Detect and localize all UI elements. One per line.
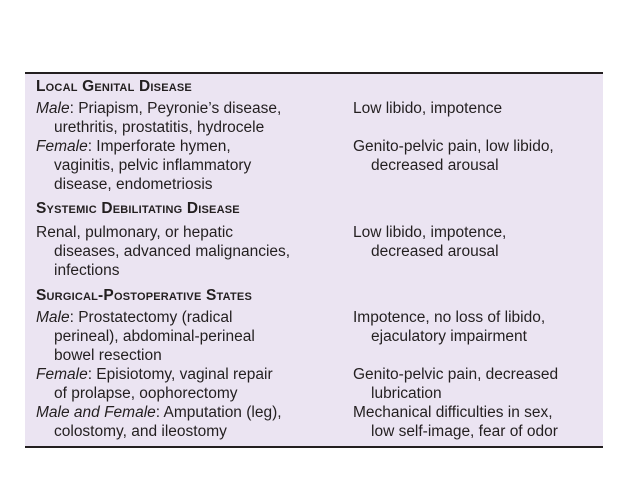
effect-line: lubrication bbox=[371, 385, 442, 402]
row-surgical-female-cause bbox=[36, 365, 273, 403]
cause-line: : Amputation (leg), bbox=[155, 404, 282, 421]
row-label: Male bbox=[36, 100, 70, 117]
cause-line: : Episiotomy, vaginal repair bbox=[87, 366, 273, 383]
cause-line: disease, endometriosis bbox=[54, 176, 213, 193]
row-systemic-cause bbox=[36, 223, 290, 280]
effect-line: ejaculatory impairment bbox=[371, 328, 527, 345]
row-label: Female bbox=[36, 366, 88, 383]
cause-line: : Imperforate hymen, bbox=[87, 138, 231, 155]
row-label: Female bbox=[36, 138, 88, 155]
row-local-female-effect bbox=[353, 137, 554, 175]
row-local-female-cause bbox=[36, 137, 251, 194]
section-heading-surgical: Surgical-Postoperative States bbox=[36, 287, 252, 304]
cause-line: Renal, pulmonary, or hepatic bbox=[36, 224, 234, 241]
row-label: Male bbox=[36, 309, 70, 326]
cause-line: urethritis, prostatitis, hydrocele bbox=[54, 119, 265, 136]
cause-line: vaginitis, pelvic inflammatory bbox=[54, 157, 252, 174]
table-bottom-rule bbox=[25, 446, 603, 448]
section-heading-systemic: Systemic Debilitating Disease bbox=[36, 200, 240, 217]
effect-line: decreased arousal bbox=[371, 157, 499, 174]
row-label: Male and Female bbox=[36, 404, 156, 421]
effect-line: Low libido, impotence, bbox=[353, 224, 507, 241]
cause-line: diseases, advanced malignancies, bbox=[54, 243, 291, 260]
effect-line: low self-image, fear of odor bbox=[371, 423, 558, 440]
row-surgical-female-effect bbox=[353, 365, 558, 403]
effect-line: Genito-pelvic pain, decreased bbox=[353, 366, 559, 383]
row-systemic-effect bbox=[353, 223, 506, 261]
effect-line: Low libido, impotence bbox=[353, 100, 503, 117]
section-heading-local-genital: Local Genital Disease bbox=[36, 78, 192, 95]
cause-line: : Prostatectomy (radical bbox=[69, 309, 233, 326]
cause-line: : Priapism, Peyronie’s disease, bbox=[69, 100, 282, 117]
cause-line: of prolapse, oophorectomy bbox=[54, 385, 238, 402]
effect-line: Mechanical difficulties in sex, bbox=[353, 404, 553, 421]
cause-line: infections bbox=[54, 262, 120, 279]
row-surgical-male-effect bbox=[353, 308, 545, 346]
row-surgical-both-effect bbox=[353, 403, 558, 441]
cause-line: perineal), abdominal-perineal bbox=[54, 328, 255, 345]
row-local-male-effect bbox=[353, 99, 502, 118]
cause-line: colostomy, and ileostomy bbox=[54, 423, 227, 440]
effect-line: Genito-pelvic pain, low libido, bbox=[353, 138, 554, 155]
effect-line: Impotence, no loss of libido, bbox=[353, 309, 546, 326]
row-surgical-both-cause bbox=[36, 403, 282, 441]
row-local-male-cause bbox=[36, 99, 281, 137]
cause-line: bowel resection bbox=[54, 347, 162, 364]
table-top-rule bbox=[25, 72, 603, 74]
row-surgical-male-cause bbox=[36, 308, 255, 365]
effect-line: decreased arousal bbox=[371, 243, 499, 260]
